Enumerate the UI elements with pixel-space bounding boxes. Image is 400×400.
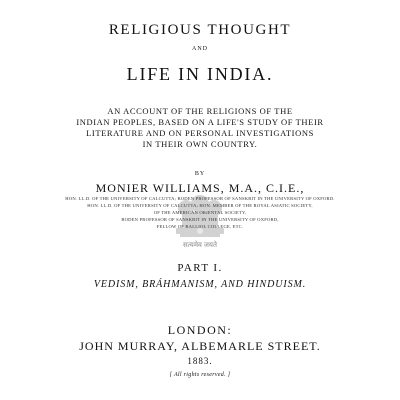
by-label: BY — [194, 171, 206, 177]
rights-note: [ All rights reserved. ] — [169, 372, 231, 378]
imprint-city: LONDON: — [167, 323, 233, 337]
book-title-line-1: RELIGIOUS THOUGHT — [108, 22, 292, 38]
imprint-publisher: JOHN MURRAY, ALBEMARLE STREET. — [79, 339, 321, 353]
title-conjunction: AND — [192, 46, 208, 52]
author-affiliation-line-1: HON. LL.D. OF THE UNIVERSITY OF CALCUTTA; BODEN PROFESSOR OF SANSKRIT IN THE UNIVERSITY OF OXFORD. — [65, 196, 335, 201]
author-affiliation-line-4: BODEN PROFESSOR OF SANSKRIT IN THE UNIVERSITY OF OXFORD, — [121, 217, 279, 222]
author-affiliation-line-2: HON. LL.D. OF THE UNIVERSITY OF CALCUTTA; HON. MEMBER OF THE ROYAL ASIATIC SOCIETY, — [87, 203, 313, 208]
author-name: MONIER WILLIAMS, M.A., C.I.E., — [95, 181, 305, 195]
subtitle-line-1: AN ACCOUNT OF THE RELIGIONS OF THE — [107, 106, 293, 116]
author-affiliation-line-3: OF THE AMERICAN ORIENTAL SOCIETY, — [153, 210, 247, 215]
part-label: PART I. — [177, 262, 223, 274]
subtitle-line-2: INDIAN PEOPLES, BASED ON A LIFE'S STUDY OF THEIR — [76, 117, 324, 127]
author-affiliation-line-5: FELLOW OF BALLIOL COLLEGE, ETC. — [156, 224, 244, 229]
subtitle-line-3: LITERATURE AND ON PERSONAL INVESTIGATIONS — [86, 128, 314, 138]
subtitle-line-4: IN THEIR OWN COUNTRY. — [142, 139, 258, 149]
imprint-year: 1883. — [187, 356, 213, 366]
part-subtitle: VEDISM, BRÁHMANISM, AND HINDUISM. — [93, 279, 307, 290]
book-title-line-2: LIFE IN INDIA. — [126, 64, 274, 84]
emblem-motto: सत्यमेव जयते — [183, 241, 217, 249]
